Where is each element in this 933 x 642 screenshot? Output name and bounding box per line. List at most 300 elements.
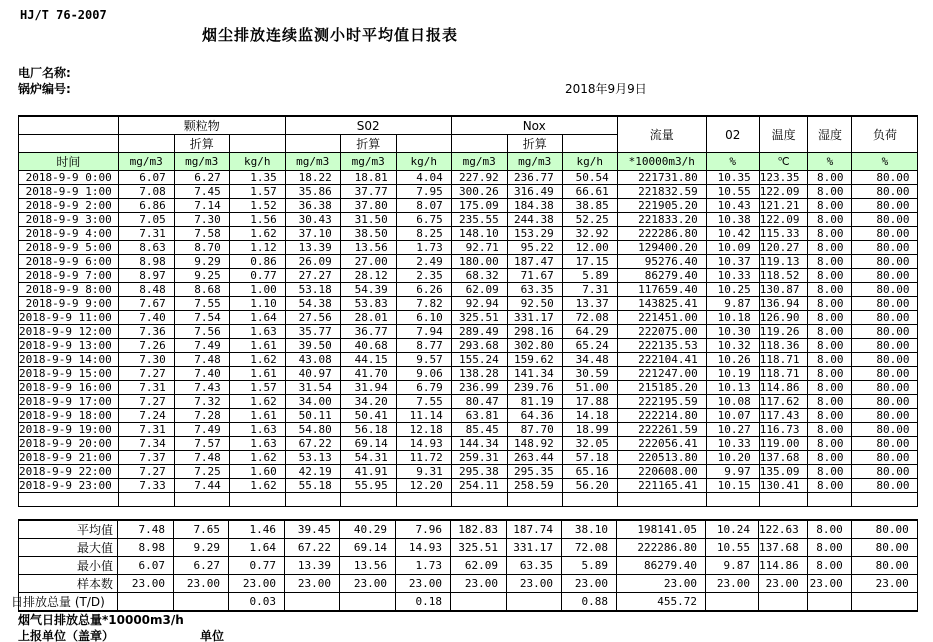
value-cell: 7.40	[118, 311, 174, 325]
blank-header-cell	[285, 135, 340, 153]
converted-header-so2: 折算	[340, 135, 396, 153]
summary-value-cell: 80.00	[851, 557, 917, 575]
summary-value-cell: 9.87	[706, 557, 759, 575]
summary-value-cell: 6.07	[118, 557, 174, 575]
summary-value-cell: 8.00	[807, 557, 851, 575]
value-cell: 8.00	[808, 381, 852, 395]
value-cell: 298.16	[507, 325, 562, 339]
value-cell: 50.41	[340, 409, 396, 423]
page-title: 烟尘排放连续监测小时平均值日报表	[201, 26, 458, 44]
col-group-nox: Nox	[451, 116, 617, 135]
value-cell: 6.79	[396, 381, 451, 395]
value-cell: 236.77	[507, 171, 562, 185]
value-cell: 221832.59	[617, 185, 706, 199]
value-cell: 6.75	[396, 213, 451, 227]
table-row	[19, 451, 918, 465]
value-cell: 12.20	[396, 479, 451, 493]
summary-value-cell	[851, 593, 917, 612]
value-cell: 38.85	[562, 199, 617, 213]
value-cell: 65.24	[562, 339, 617, 353]
summary-value-cell: 325.51	[451, 539, 507, 557]
blank-header-cell	[229, 135, 285, 153]
summary-value-cell: 455.72	[617, 593, 706, 612]
unit-header: kg/h	[229, 153, 285, 171]
value-cell: 52.25	[562, 213, 617, 227]
value-cell: 2.35	[396, 269, 451, 283]
value-cell: 8.97	[118, 269, 174, 283]
value-cell: 7.30	[118, 353, 174, 367]
value-cell: 80.00	[852, 283, 918, 297]
summary-label: 最大值	[19, 539, 118, 557]
table-row	[19, 171, 918, 185]
summary-label: 平均值	[19, 520, 118, 539]
table-row	[19, 241, 918, 255]
col-header-load: 负荷	[852, 116, 918, 153]
unit-header: %	[706, 153, 759, 171]
value-cell: 31.54	[285, 381, 340, 395]
value-cell: 13.37	[562, 297, 617, 311]
summary-value-cell: 9.29	[174, 539, 229, 557]
value-cell: 10.19	[706, 367, 759, 381]
value-cell: 80.47	[451, 395, 507, 409]
table-row	[19, 437, 918, 451]
summary-value-cell: 23.00	[617, 575, 706, 593]
value-cell: 13.39	[285, 241, 340, 255]
value-cell: 7.57	[174, 437, 229, 451]
col-header-temperature: 温度	[759, 116, 808, 153]
summary-value-cell	[807, 593, 851, 612]
time-cell: 2018-9-9 21:00	[19, 451, 119, 465]
value-cell: 8.00	[808, 437, 852, 451]
value-cell: 40.68	[340, 339, 396, 353]
value-cell: 221731.80	[617, 171, 706, 185]
value-cell: 1.62	[229, 227, 285, 241]
value-cell: 1.57	[229, 381, 285, 395]
value-cell	[852, 493, 918, 507]
summary-row	[19, 539, 918, 557]
value-cell: 175.09	[451, 199, 507, 213]
value-cell	[507, 493, 562, 507]
value-cell: 1.63	[229, 325, 285, 339]
value-cell	[118, 493, 174, 507]
value-cell: 121.21	[759, 199, 808, 213]
summary-value-cell: 8.98	[118, 539, 174, 557]
value-cell: 10.13	[706, 381, 759, 395]
value-cell: 159.62	[507, 353, 562, 367]
value-cell: 331.17	[507, 311, 562, 325]
value-cell: 117659.40	[617, 283, 706, 297]
unit-header: kg/h	[562, 153, 617, 171]
value-cell: 7.31	[118, 227, 174, 241]
value-cell: 7.44	[174, 479, 229, 493]
value-cell: 9.25	[174, 269, 229, 283]
value-cell: 8.00	[808, 409, 852, 423]
value-cell: 141.34	[507, 367, 562, 381]
summary-value-cell: 23.00	[507, 575, 562, 593]
value-cell: 80.00	[852, 171, 918, 185]
value-cell: 122.09	[759, 213, 808, 227]
value-cell: 7.56	[174, 325, 229, 339]
value-cell: 118.52	[759, 269, 808, 283]
summary-value-cell: 0.03	[229, 593, 285, 612]
summary-value-cell: 23.00	[706, 575, 759, 593]
value-cell: 10.18	[706, 311, 759, 325]
value-cell: 6.86	[118, 199, 174, 213]
value-cell: 7.26	[118, 339, 174, 353]
units-row	[19, 153, 918, 171]
value-cell: 12.18	[396, 423, 451, 437]
value-cell	[229, 493, 285, 507]
value-cell: 136.94	[759, 297, 808, 311]
summary-value-cell: 0.88	[562, 593, 617, 612]
value-cell: 244.38	[507, 213, 562, 227]
value-cell: 62.09	[451, 283, 507, 297]
value-cell: 10.35	[706, 171, 759, 185]
value-cell: 7.34	[118, 437, 174, 451]
summary-value-cell: 62.09	[451, 557, 507, 575]
value-cell: 258.59	[507, 479, 562, 493]
summary-value-cell: 23.00	[174, 575, 229, 593]
value-cell: 221247.00	[617, 367, 706, 381]
value-cell: 187.47	[507, 255, 562, 269]
table-row	[19, 311, 918, 325]
summary-value-cell: 198141.05	[617, 520, 706, 539]
value-cell: 7.31	[118, 423, 174, 437]
value-cell: 67.22	[285, 437, 340, 451]
value-cell: 7.33	[118, 479, 174, 493]
value-cell: 8.00	[808, 269, 852, 283]
value-cell: 37.80	[340, 199, 396, 213]
unit-header: %	[852, 153, 918, 171]
summary-value-cell: 40.29	[340, 520, 396, 539]
value-cell: 1.52	[229, 199, 285, 213]
summary-value-cell: 72.08	[562, 539, 617, 557]
summary-value-cell: 182.83	[451, 520, 507, 539]
value-cell: 9.97	[706, 465, 759, 479]
reporting-unit-label: 上报单位（盖章）	[18, 629, 115, 642]
value-cell: 27.56	[285, 311, 340, 325]
summary-value-cell: 23.00	[451, 575, 507, 593]
value-cell: 148.10	[451, 227, 507, 241]
value-cell: 8.00	[808, 423, 852, 437]
value-cell: 115.33	[759, 227, 808, 241]
value-cell: 80.00	[852, 381, 918, 395]
summary-value-cell: 137.68	[759, 539, 808, 557]
value-cell	[396, 493, 451, 507]
value-cell: 143825.41	[617, 297, 706, 311]
value-cell: 120.27	[759, 241, 808, 255]
value-cell: 80.00	[852, 227, 918, 241]
value-cell: 8.00	[808, 311, 852, 325]
value-cell: 80.00	[852, 241, 918, 255]
value-cell: 1.62	[229, 451, 285, 465]
summary-value-cell: 1.73	[396, 557, 451, 575]
value-cell: 7.27	[118, 395, 174, 409]
summary-value-cell	[507, 593, 562, 612]
value-cell: 7.30	[174, 213, 229, 227]
value-cell: 6.10	[396, 311, 451, 325]
unit-header: mg/m3	[285, 153, 340, 171]
value-cell: 95276.40	[617, 255, 706, 269]
value-cell	[617, 493, 706, 507]
value-cell: 80.00	[852, 185, 918, 199]
summary-value-cell: 23.00	[396, 575, 451, 593]
value-cell: 8.25	[396, 227, 451, 241]
value-cell: 10.26	[706, 353, 759, 367]
value-cell: 293.68	[451, 339, 507, 353]
value-cell: 7.45	[174, 185, 229, 199]
summary-value-cell: 1.46	[229, 520, 285, 539]
value-cell: 28.12	[340, 269, 396, 283]
value-cell: 10.33	[706, 269, 759, 283]
value-cell: 10.42	[706, 227, 759, 241]
value-cell: 302.80	[507, 339, 562, 353]
summary-value-cell: 1.64	[229, 539, 285, 557]
summary-value-cell: 187.74	[507, 520, 562, 539]
value-cell: 92.94	[451, 297, 507, 311]
time-cell: 2018-9-9 18:00	[19, 409, 119, 423]
value-cell: 8.00	[808, 227, 852, 241]
value-cell: 92.50	[507, 297, 562, 311]
summary-value-cell: 80.00	[851, 539, 917, 557]
summary-value-cell	[174, 593, 229, 612]
value-cell: 7.95	[396, 185, 451, 199]
value-cell: 39.50	[285, 339, 340, 353]
value-cell: 7.27	[118, 367, 174, 381]
summary-value-cell: 7.48	[118, 520, 174, 539]
value-cell: 117.62	[759, 395, 808, 409]
table-row	[19, 339, 918, 353]
table-row	[19, 199, 918, 213]
summary-value-cell: 23.00	[851, 575, 917, 593]
value-cell: 1.12	[229, 241, 285, 255]
value-cell: 54.39	[340, 283, 396, 297]
value-cell: 41.91	[340, 465, 396, 479]
summary-value-cell: 122.63	[759, 520, 808, 539]
value-cell: 8.00	[808, 199, 852, 213]
value-cell: 2.49	[396, 255, 451, 269]
value-cell: 1.73	[396, 241, 451, 255]
value-cell: 17.15	[562, 255, 617, 269]
value-cell: 7.14	[174, 199, 229, 213]
unit-header: *10000m3/h	[617, 153, 706, 171]
value-cell: 116.73	[759, 423, 808, 437]
summary-label: 日排放总量 (T/D)	[19, 593, 118, 612]
value-cell: 184.38	[507, 199, 562, 213]
value-cell: 37.10	[285, 227, 340, 241]
value-cell: 222135.53	[617, 339, 706, 353]
time-cell: 2018-9-9 9:00	[19, 297, 119, 311]
value-cell: 26.09	[285, 255, 340, 269]
value-cell: 54.38	[285, 297, 340, 311]
value-cell: 31.50	[340, 213, 396, 227]
value-cell: 222261.59	[617, 423, 706, 437]
value-cell: 8.00	[808, 353, 852, 367]
value-cell: 144.34	[451, 437, 507, 451]
table-row	[19, 353, 918, 367]
value-cell: 119.13	[759, 255, 808, 269]
value-cell: 55.18	[285, 479, 340, 493]
summary-value-cell: 67.22	[285, 539, 340, 557]
value-cell	[451, 493, 507, 507]
value-cell: 69.14	[340, 437, 396, 451]
blank-header-cell	[451, 135, 507, 153]
time-column-header: 时间	[19, 153, 119, 171]
value-cell: 80.00	[852, 311, 918, 325]
value-cell: 1.56	[229, 213, 285, 227]
value-cell: 8.00	[808, 451, 852, 465]
value-cell: 138.28	[451, 367, 507, 381]
value-cell: 13.56	[340, 241, 396, 255]
summary-value-cell: 39.45	[285, 520, 340, 539]
value-cell: 38.50	[340, 227, 396, 241]
value-cell: 221165.41	[617, 479, 706, 493]
time-cell: 2018-9-9 17:00	[19, 395, 119, 409]
value-cell: 8.00	[808, 171, 852, 185]
value-cell: 86279.40	[617, 269, 706, 283]
value-cell: 114.86	[759, 381, 808, 395]
summary-value-cell: 13.56	[340, 557, 396, 575]
value-cell: 87.70	[507, 423, 562, 437]
value-cell: 80.00	[852, 213, 918, 227]
summary-value-cell: 331.17	[507, 539, 562, 557]
unit-header: mg/m3	[118, 153, 174, 171]
value-cell: 9.87	[706, 297, 759, 311]
value-cell: 71.67	[507, 269, 562, 283]
summary-row	[19, 593, 918, 612]
value-cell: 10.43	[706, 199, 759, 213]
value-cell: 41.70	[340, 367, 396, 381]
value-cell: 0.77	[229, 269, 285, 283]
value-cell: 222214.80	[617, 409, 706, 423]
summary-value-cell: 14.93	[396, 539, 451, 557]
value-cell	[808, 493, 852, 507]
value-cell: 8.70	[174, 241, 229, 255]
value-cell: 55.95	[340, 479, 396, 493]
summary-value-cell: 7.65	[174, 520, 229, 539]
value-cell: 1.64	[229, 311, 285, 325]
value-cell: 30.59	[562, 367, 617, 381]
report-table	[18, 115, 918, 507]
value-cell: 8.00	[808, 367, 852, 381]
value-cell: 51.00	[562, 381, 617, 395]
value-cell: 44.15	[340, 353, 396, 367]
value-cell: 7.43	[174, 381, 229, 395]
value-cell: 80.00	[852, 409, 918, 423]
value-cell: 85.45	[451, 423, 507, 437]
value-cell: 7.24	[118, 409, 174, 423]
summary-value-cell: 80.00	[851, 520, 917, 539]
value-cell: 222195.59	[617, 395, 706, 409]
value-cell: 7.32	[174, 395, 229, 409]
value-cell: 54.80	[285, 423, 340, 437]
value-cell: 7.54	[174, 311, 229, 325]
value-cell: 10.08	[706, 395, 759, 409]
value-cell: 81.19	[507, 395, 562, 409]
summary-value-cell: 6.27	[174, 557, 229, 575]
value-cell: 129400.20	[617, 241, 706, 255]
value-cell: 7.49	[174, 339, 229, 353]
value-cell: 239.76	[507, 381, 562, 395]
value-cell: 8.00	[808, 185, 852, 199]
value-cell: 10.33	[706, 437, 759, 451]
time-cell: 2018-9-9 11:00	[19, 311, 119, 325]
summary-table	[11, 519, 918, 612]
time-cell: 2018-9-9 12:00	[19, 325, 119, 339]
value-cell: 10.25	[706, 283, 759, 297]
value-cell: 1.61	[229, 409, 285, 423]
value-cell: 64.36	[507, 409, 562, 423]
value-cell: 6.27	[174, 171, 229, 185]
summary-label: 最小值	[19, 557, 118, 575]
value-cell: 7.27	[118, 465, 174, 479]
table-row	[19, 227, 918, 241]
value-cell: 40.97	[285, 367, 340, 381]
value-cell: 10.15	[706, 479, 759, 493]
value-cell: 235.55	[451, 213, 507, 227]
value-cell	[285, 493, 340, 507]
value-cell: 64.29	[562, 325, 617, 339]
value-cell: 119.00	[759, 437, 808, 451]
col-header-flow: 流量	[617, 116, 706, 153]
value-cell: 1.63	[229, 423, 285, 437]
value-cell: 10.09	[706, 241, 759, 255]
value-cell: 7.82	[396, 297, 451, 311]
unit-header: ℃	[759, 153, 808, 171]
value-cell	[340, 493, 396, 507]
time-cell: 2018-9-9 3:00	[19, 213, 119, 227]
value-cell: 10.38	[706, 213, 759, 227]
value-cell: 27.27	[285, 269, 340, 283]
time-cell	[19, 493, 119, 507]
value-cell: 17.88	[562, 395, 617, 409]
value-cell: 11.72	[396, 451, 451, 465]
value-cell: 14.93	[396, 437, 451, 451]
value-cell: 137.68	[759, 451, 808, 465]
unit-header: mg/m3	[451, 153, 507, 171]
value-cell: 36.77	[340, 325, 396, 339]
value-cell: 80.00	[852, 339, 918, 353]
value-cell: 227.92	[451, 171, 507, 185]
value-cell: 72.08	[562, 311, 617, 325]
table-row	[19, 423, 918, 437]
value-cell: 53.13	[285, 451, 340, 465]
value-cell: 9.57	[396, 353, 451, 367]
time-cell: 2018-9-9 6:00	[19, 255, 119, 269]
value-cell: 11.14	[396, 409, 451, 423]
value-cell: 123.35	[759, 171, 808, 185]
summary-value-cell	[285, 593, 340, 612]
value-cell: 66.61	[562, 185, 617, 199]
value-cell: 316.49	[507, 185, 562, 199]
flow-total-note: 烟气日排放总量*10000m3/h	[18, 613, 184, 627]
summary-value-cell: 23.00	[285, 575, 340, 593]
value-cell: 80.00	[852, 199, 918, 213]
value-cell: 8.68	[174, 283, 229, 297]
time-cell: 2018-9-9 16:00	[19, 381, 119, 395]
table-row	[19, 381, 918, 395]
value-cell: 7.28	[174, 409, 229, 423]
summary-value-cell: 222286.80	[617, 539, 706, 557]
value-cell: 7.25	[174, 465, 229, 479]
value-cell: 221833.20	[617, 213, 706, 227]
value-cell: 34.00	[285, 395, 340, 409]
value-cell: 1.61	[229, 367, 285, 381]
value-cell: 9.31	[396, 465, 451, 479]
value-cell: 63.81	[451, 409, 507, 423]
value-cell: 18.99	[562, 423, 617, 437]
value-cell: 53.18	[285, 283, 340, 297]
